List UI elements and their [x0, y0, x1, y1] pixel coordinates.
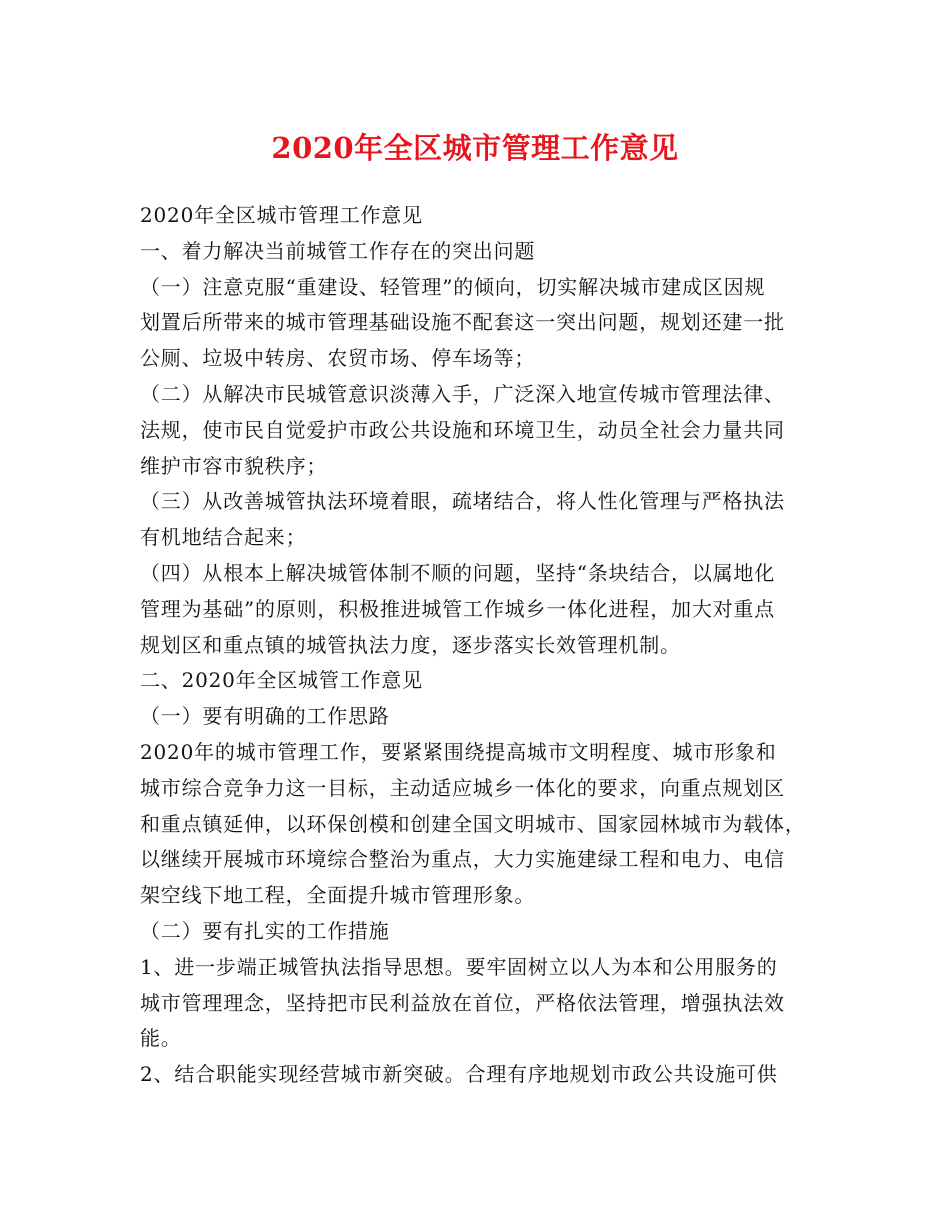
- document-title: 2020年全区城市管理工作意见: [271, 131, 679, 165]
- body-line: 二、2020年全区城管工作意见: [140, 668, 423, 693]
- body-line: 一、着力解决当前城管工作存在的突出问题: [140, 238, 536, 263]
- body-line: 和重点镇延伸，以环保创模和创建全国文明城市、国家园林城市为载体，: [140, 811, 806, 836]
- body-line: 规划区和重点镇的城管执法力度，逐步落实长效管理机制。: [140, 632, 681, 657]
- body-line: （一）要有明确的工作思路: [140, 704, 390, 729]
- body-line: 公厕、垃圾中转房、农贸市场、停车场等；: [140, 346, 536, 371]
- body-line: 2020年的城市管理工作，要紧紧围绕提高城市文明程度、城市形象和: [140, 739, 777, 764]
- body-line: 以继续开展城市环境综合整治为重点，大力实施建绿工程和电力、电信: [140, 847, 785, 872]
- body-line: 城市管理理念，坚持把市民利益放在首位，严格依法管理，增强执法效: [140, 990, 785, 1015]
- body-line: 能。: [140, 1026, 182, 1051]
- body-line: （四）从根本上解决城管体制不顺的问题，坚持“条块结合，以属地化: [140, 560, 776, 585]
- body-line: 划置后所带来的城市管理基础设施不配套这一突出问题，规划还建一批: [140, 310, 785, 335]
- body-line: （二）要有扎实的工作措施: [140, 918, 390, 943]
- body-line: 管理为基础”的原则，积极推进城管工作城乡一体化进程，加大对重点: [140, 596, 776, 621]
- body-line: 有机地结合起来；: [140, 525, 307, 550]
- body-line: 维护市容市貌秩序；: [140, 453, 328, 478]
- body-line: 2020年全区城市管理工作意见: [140, 203, 423, 227]
- document-body: [140, 198, 830, 1093]
- body-line: （二）从解决市民城管意识淡薄入手，广泛深入地宣传城市管理法律、: [140, 381, 785, 406]
- body-line: 架空线下地工程，全面提升城市管理形象。: [140, 883, 536, 908]
- body-line: （三）从改善城管执法环境着眼，疏堵结合，将人性化管理与严格执法: [140, 489, 785, 514]
- body-line: 2、结合职能实现经营城市新突破。合理有序地规划市政公共设施可供: [140, 1062, 778, 1087]
- body-line: 城市综合竞争力这一目标，主动适应城乡一体化的要求，向重点规划区: [140, 775, 785, 800]
- body-line: （一）注意克服“重建设、轻管理”的倾向，切实解决城市建成区因规: [140, 274, 766, 299]
- body-line: 法规，使市民自觉爱护市政公共设施和环境卫生，动员全社会力量共同: [140, 417, 785, 442]
- body-line: 1、进一步端正城管执法指导思想。要牢固树立以人为本和公用服务的: [140, 954, 778, 979]
